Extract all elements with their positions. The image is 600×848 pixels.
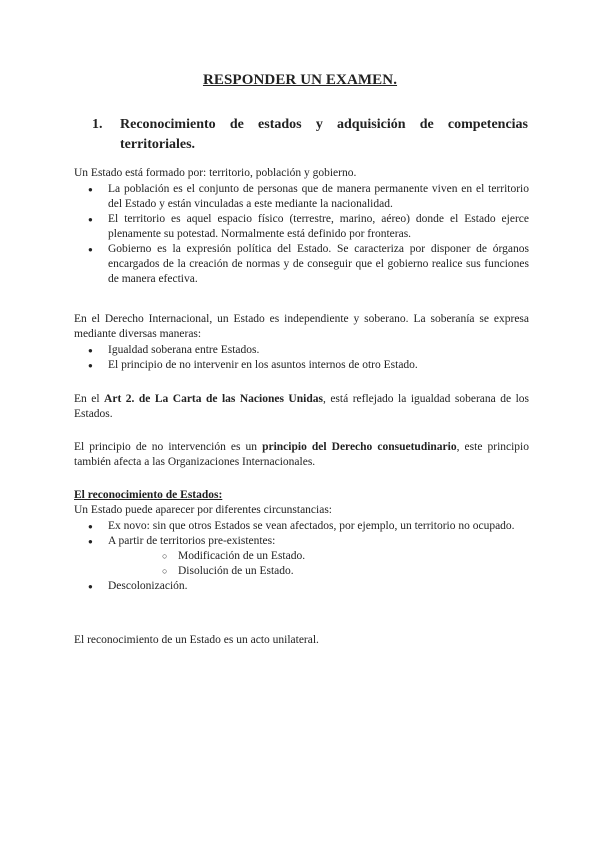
closing-paragraph: El reconocimiento de un Estado es un acto unilateral. xyxy=(74,634,319,646)
section-number: 1. xyxy=(92,117,103,132)
list-item: ● Ex novo: sin que otros Estados se vean afectados, por ejemplo, un territorio no ocupado. xyxy=(74,519,529,534)
principle-text-bold: principio del Derecho consuetudinario xyxy=(262,441,457,453)
principle-text-pre: El principio de no intervención es un xyxy=(74,441,263,453)
list-item: ● El territorio es aquel espacio físico (terrestre, marino, aéreo) donde el Estado ejerce plenamente su potestad. Normalmente está definido por fronteras. xyxy=(74,212,529,242)
sublist-item: ○ Disolución de un Estado. xyxy=(108,564,529,579)
document-title: RESPONDER UN EXAMEN. xyxy=(202,72,398,88)
recognition-list xyxy=(74,519,529,594)
sovereignty-list xyxy=(74,343,529,373)
sublist-item: ○ Modificación de un Estado. xyxy=(108,549,529,564)
section-heading-line1: Reconocimiento de estados y adquisición de competencias xyxy=(120,117,528,132)
list-item: ● La población es el conjunto de personas que de manera permanente viven en el territorio del Estado y están vinculadas a este mediante la nacionalidad. xyxy=(74,182,529,212)
art2-text-bold: Art 2. de La Carta de las Naciones Unidas xyxy=(104,393,323,405)
principle-paragraph xyxy=(74,440,529,470)
art2-text-pre: En el xyxy=(74,393,105,405)
list-item-text: A partir de territorios pre-existentes: xyxy=(108,535,276,547)
list-item: ● Igualdad soberana entre Estados. xyxy=(74,343,529,358)
state-elements-list xyxy=(74,182,529,287)
recognition-heading: El reconocimiento de Estados: xyxy=(74,489,223,501)
section-heading xyxy=(92,115,528,155)
sovereignty-paragraph: En el Derecho Internacional, un Estado es independiente y soberano. La soberanía se expresa mediante diversas maneras: xyxy=(74,313,529,340)
section-heading-text xyxy=(92,115,528,155)
list-item: ● Descolonización. xyxy=(74,579,529,594)
recognition-intro: Un Estado puede aparecer por diferentes circunstancias: xyxy=(74,504,332,516)
list-item: ● Gobierno es la expresión política del Estado. Se caracteriza por disponer de órganos encargados de la creación de normas y de conseguir que el gobierno realice sus funciones de manera efectiva. xyxy=(74,242,529,287)
list-item: ● El principio de no intervenir en los asuntos internos de otro Estado. xyxy=(74,358,529,373)
list-item xyxy=(74,534,529,579)
principle-text-post: , este principio también afecta a las Organizaciones Internacionales. xyxy=(74,441,530,468)
art2-paragraph xyxy=(74,392,529,422)
art2-text-post: , está reflejado la igualdad soberana de los Estados. xyxy=(74,393,530,420)
recognition-sublist xyxy=(108,549,529,579)
intro-paragraph: Un Estado está formado por: territorio, población y gobierno. xyxy=(74,167,357,179)
section-heading-line2: territoriales. xyxy=(120,137,196,152)
